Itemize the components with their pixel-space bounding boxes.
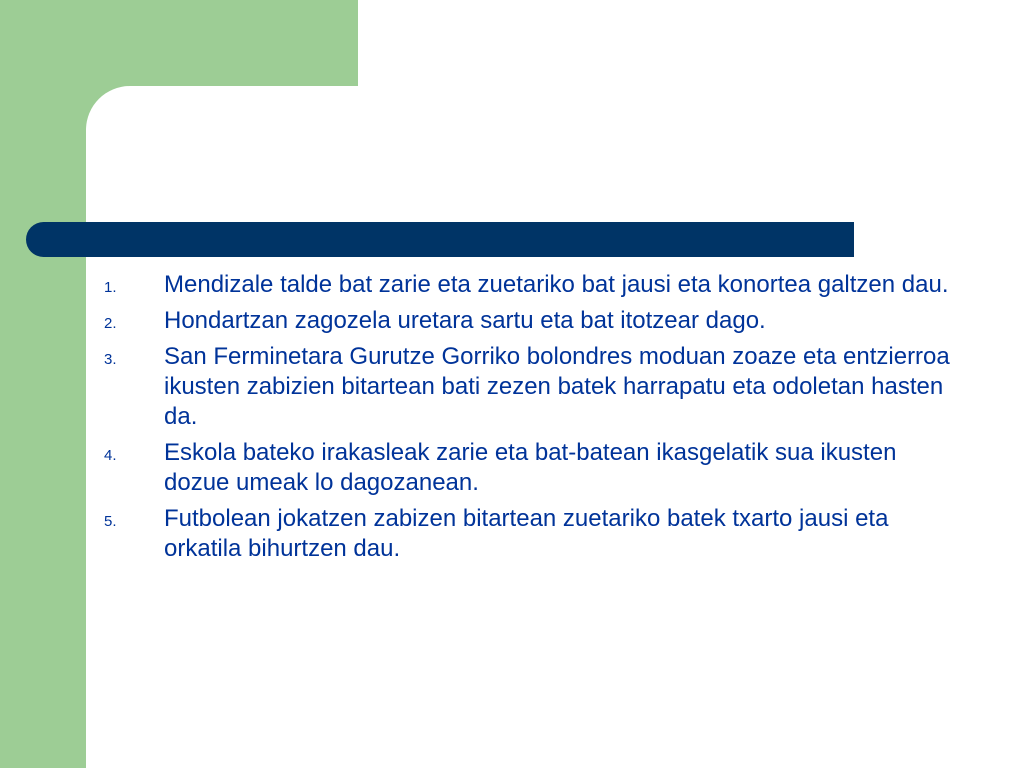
numbered-list	[104, 270, 964, 570]
list-item-number: 2.	[104, 315, 117, 332]
list-item-number: 5.	[104, 513, 117, 530]
list-item-text: Hondartzan zagozela uretara sartu eta bat itotzear dago.	[164, 307, 766, 334]
title-bar-cap	[848, 222, 854, 257]
list-item-number: 3.	[104, 351, 117, 368]
list-item	[104, 438, 964, 498]
list-item	[104, 306, 964, 336]
list-item	[104, 504, 964, 564]
list-item-text: San Ferminetara Gurutze Gorriko bolondres moduan zoaze eta entzierroa ikusten zabizien bitartean bati zezen batek harrapatu eta odoletan hasten da.	[164, 343, 950, 430]
list-item-text: Mendizale talde bat zarie eta zuetariko bat jausi eta konortea galtzen dau.	[164, 271, 949, 298]
title-bar	[26, 222, 854, 257]
list-item-text: Futbolean jokatzen zabizen bitartean zuetariko batek txarto jausi eta orkatila bihurtzen dau.	[164, 505, 889, 562]
list-item	[104, 270, 964, 300]
list-item	[104, 342, 964, 432]
list-item-text: Eskola bateko irakasleak zarie eta bat-batean ikasgelatik sua ikusten dozue umeak lo dagozanean.	[164, 439, 897, 496]
list-item-number: 4.	[104, 447, 117, 464]
list-item-number: 1.	[104, 279, 117, 296]
